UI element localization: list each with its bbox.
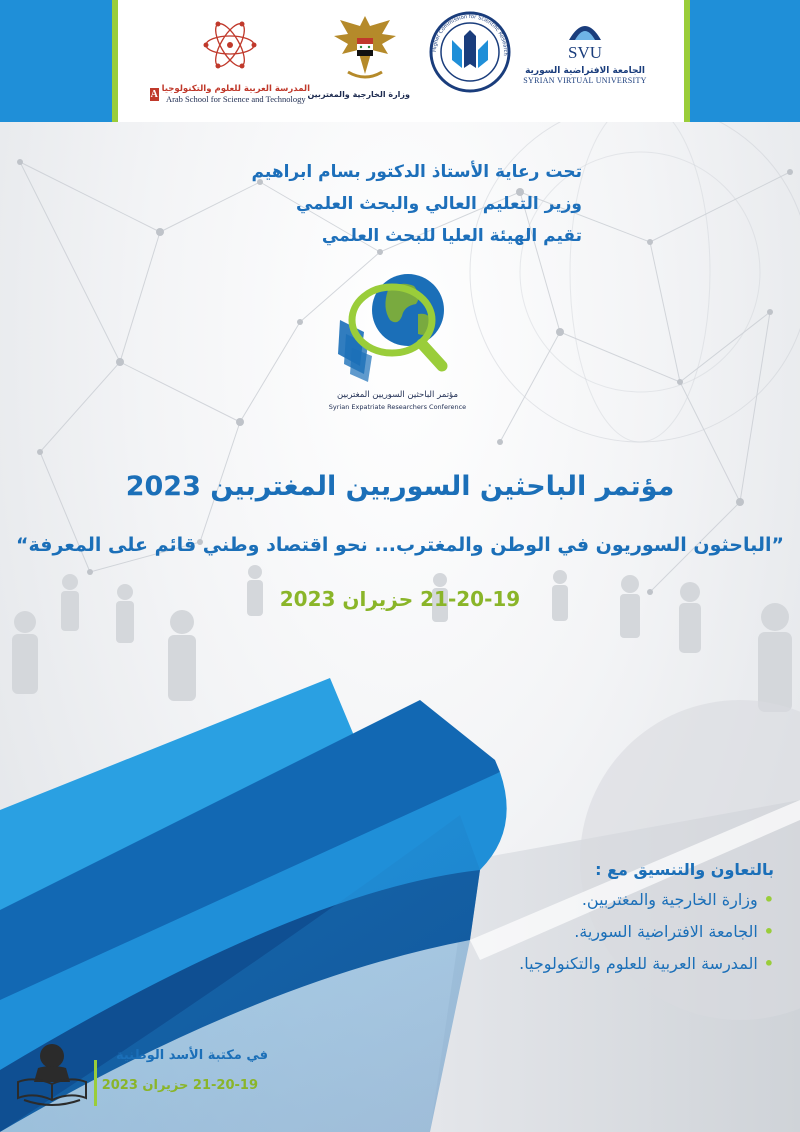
arab-school-logo	[150, 10, 310, 104]
cooperation-item: •المدرسة العربية للعلوم والتكنولوجيا.	[519, 954, 774, 973]
hcsr-ring-text: Higher Commission for Scientific Research	[431, 13, 509, 56]
conference-logo-caption-en: Syrian Expatriate Researchers Conference	[328, 403, 467, 411]
footer-dates: 21-20-19 حزيران 2023	[101, 1078, 258, 1093]
bullet-icon: •	[763, 890, 774, 909]
main-title: مؤتمر الباحثين السوريين المغتربين 2023	[125, 471, 675, 502]
mofa-logo	[307, 10, 410, 100]
eagle-emblem-icon	[330, 10, 400, 86]
mofa-caption: وزارة الخارجية والمغتربين	[307, 90, 410, 99]
patronage-line-2: وزير التعليم العالي والبحث العلمي	[295, 194, 582, 214]
header-left-bar	[0, 0, 112, 122]
subtitle: ”الباحثون السوريون في الوطن والمغترب... نحو اقتصاد وطني قائم على المعرفة“	[16, 534, 784, 556]
conference-logo-caption-ar: مؤتمر الباحثين السوريين المغتربين	[336, 390, 459, 400]
hcsr-seal-icon	[428, 10, 512, 94]
bullet-icon: •	[763, 954, 774, 973]
svu-caption-ar: الجامعة الافتراضية السورية	[525, 66, 645, 76]
header-left-accent	[112, 0, 118, 122]
svu-caption-en: SYRIAN VIRTUAL UNIVERSITY	[523, 76, 647, 85]
molecule-icon	[200, 10, 260, 80]
svu-brand-text: SVU	[567, 43, 603, 62]
svu-dome-icon	[555, 10, 615, 62]
footer-divider	[94, 1060, 97, 1106]
bullet-icon: •	[763, 922, 774, 941]
header-right-accent	[684, 0, 690, 122]
patronage-line-1: تحت رعاية الأستاذ الدكتور بسام ابراهيم	[251, 162, 582, 182]
arab-school-caption-en: Arab School for Science and Technology	[165, 94, 306, 104]
header	[0, 0, 800, 122]
cooperation-title: بالتعاون والتنسيق مع :	[595, 860, 774, 879]
footer-venue: في مكتبة الأسد الوطنية	[115, 1048, 268, 1063]
svu-logo	[520, 10, 650, 86]
arab-school-caption-ar: المدرسة العربية للعلوم والتكنولوجيا	[161, 84, 310, 94]
patronage-line-3: تقيم الهيئة العليا للبحث العلمي	[321, 226, 582, 246]
cooperation-block	[444, 858, 774, 984]
hcsr-logo	[428, 10, 512, 98]
header-right-bar	[690, 0, 800, 122]
conference-dates: 21-20-19 حزيران 2023	[279, 587, 521, 611]
cooperation-item: •الجامعة الافتراضية السورية.	[574, 922, 774, 941]
arab-school-a-mark: A	[150, 88, 158, 100]
cooperation-item: •وزارة الخارجية والمغتربين.	[581, 890, 774, 909]
national-library-emblem-icon	[14, 1036, 90, 1108]
